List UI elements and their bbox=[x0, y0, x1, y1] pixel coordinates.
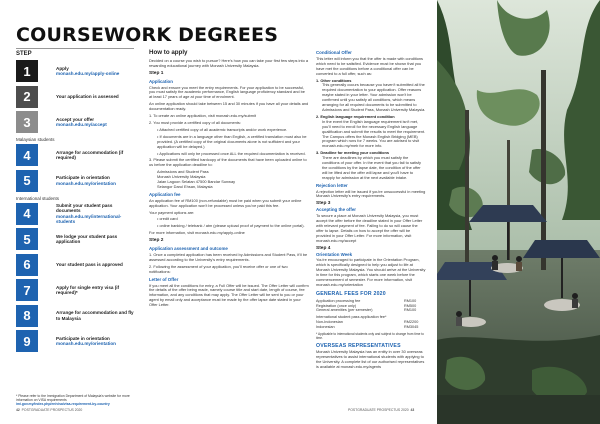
step-label: Arrange for accommodation (if required) bbox=[56, 149, 124, 160]
step-label: Participate in orientation bbox=[56, 335, 110, 341]
step-label: We lodge your student pass application bbox=[56, 233, 118, 244]
step-link[interactable]: monash.edu.my/accept bbox=[56, 122, 107, 127]
table-row: Application processing fee RM100 bbox=[316, 298, 417, 303]
malaysian-students-label: Malaysian students bbox=[16, 137, 55, 142]
step-4-malaysian bbox=[16, 144, 136, 166]
step-8-international bbox=[16, 305, 136, 327]
application-paragraph: An online application should take between 15 and 30 minutes if you have all your details and documentation ready. bbox=[149, 101, 309, 112]
condition-body: In the event the English language requirement isn't met, you'll need to enroll for the necessary English language qualification and submit the results to meet the requirement. The Campus offers the Monash English Bridging (MEB) program which runs for 7 weeks. You are advised to visit monash.edu.my/meb for more info. bbox=[322, 118, 426, 149]
application-paragraph: Check and ensure you meet the entry requirements. For your application to be successful, you must satisfy the academic performance, English language proficiency standard and be at least 17 years of age at your time of enrolment. bbox=[149, 84, 305, 100]
step-number: 2 bbox=[16, 86, 38, 108]
step-7-international bbox=[16, 279, 136, 301]
assessment-item: 1. Once a completed application has been received by Admissions and Student Pass, it'll be assessed according to the University's entry requirements. bbox=[149, 252, 308, 262]
footer-right bbox=[348, 408, 414, 412]
orientation-heading: Orientation Week bbox=[316, 251, 353, 257]
fee-paragraph: An application fee of RM100 (non-refundable) must be paid when you submit your online application. Your application won't be processed unless you've paid this fee. bbox=[149, 197, 302, 208]
step-6-international bbox=[16, 254, 136, 276]
application-list-item: 2. You must provide a certified copy of all documents: bbox=[149, 119, 241, 125]
step-link[interactable]: monash.edu.my/orientation bbox=[56, 180, 116, 186]
footer-left bbox=[16, 408, 82, 412]
application-fee-heading: Application fee bbox=[149, 191, 181, 197]
step-3 bbox=[16, 111, 136, 133]
visa-footnote bbox=[16, 394, 136, 407]
steps-column bbox=[16, 51, 136, 356]
rejection-paragraph: A rejection letter will be issued if you're unsuccessful in meeting Monash University's entry requirements. bbox=[316, 188, 426, 199]
application-list-item: 3. Please submit the certified hardcopy of the documents that have been uploaded online to us before the application deadline to: bbox=[149, 157, 307, 168]
how-to-apply-heading: How to apply bbox=[149, 49, 188, 56]
step-number: 7 bbox=[16, 279, 38, 301]
step-label: Apply bbox=[56, 65, 69, 71]
general-fees-heading: GENERAL FEES FOR 2020 bbox=[316, 290, 386, 297]
fee-paragraph: For more information, visit monash.edu.my/apply-online bbox=[149, 230, 245, 236]
step-number: 1 bbox=[16, 60, 38, 82]
conditional-offer-heading: Conditional Offer bbox=[316, 50, 352, 55]
step-header: STEP bbox=[16, 51, 32, 57]
table-row: General amenities (per semester) RM100 bbox=[316, 308, 417, 313]
table-row: Indonesian RM3045 bbox=[316, 324, 419, 329]
payment-option: • credit card bbox=[157, 216, 178, 222]
letter-of-offer-paragraph: If you meet all the conditions for entry, a Full Offer will be issued. The Offer Letter will confirm the details of the offer being made, namely course title and start date, length of course, fee information, and any conditions that may apply. The Offer Letter will be sent to you or your agent by email only and acceptance must be made by the offer lapse date stated in your Offer Letter. bbox=[149, 282, 309, 308]
footer-title: POSTGRADUATE PROSPECTUS 2020 bbox=[348, 408, 409, 412]
step-number: 4 bbox=[16, 203, 38, 225]
table-row: Non-Indonesian RM2200 bbox=[316, 319, 419, 324]
campus-photo-illustration bbox=[437, 0, 600, 424]
application-bullet: • Applications will only be processed once ALL the required documentation is received. bbox=[157, 150, 306, 156]
address-line: Admissions and Student Pass bbox=[157, 169, 209, 175]
step-label: Your student pass is approved bbox=[56, 261, 123, 267]
step-number: 5 bbox=[16, 170, 38, 192]
title-divider bbox=[16, 48, 134, 49]
step-label: Your application is assessed bbox=[56, 93, 119, 99]
table-row: Registration (once only) RM500 bbox=[316, 303, 417, 308]
international-students-label: International students bbox=[16, 195, 60, 201]
offer-and-fees-column bbox=[316, 51, 426, 372]
step-label: Apply for single entry visa (if required)* bbox=[56, 284, 120, 295]
address-line: Jalan Lagoon Selatan 47500 Bandar Sunway bbox=[157, 179, 236, 185]
accepting-offer-paragraph: To secure a place at Monash University Malaysia, you must accept the offer before the deadline stated in your Offer Letter with relevant payment of fee. Failing to do so will cause the offer to lapse. Details on how to accept the offer will be provided in your Offer Letter. For more information, visit monash.edu.my/accept bbox=[316, 213, 423, 243]
accepting-offer-heading: Accepting the offer bbox=[316, 207, 357, 213]
step-5-international bbox=[16, 228, 136, 250]
fees-footnote: * Applicable to international students only and subject to change from time to time. bbox=[316, 331, 424, 340]
step-label: Submit your student pass documents bbox=[56, 202, 113, 214]
step-label: Arrange for accommodation and fly to Malaysia bbox=[56, 310, 134, 321]
condition-heading: 2. English language requirement condition bbox=[316, 113, 395, 119]
step-number: 6 bbox=[16, 254, 38, 276]
step-link[interactable]: monash.edu.my/orientation bbox=[56, 341, 116, 346]
payment-option: • online banking / telebank / atm (please upload proof of payment to the online portal). bbox=[157, 223, 305, 229]
step-4-international bbox=[16, 203, 136, 225]
step-number: 8 bbox=[16, 305, 38, 327]
page-number: 42 bbox=[16, 408, 20, 412]
condition-body: This generally occurs because you haven't submitted all the required documentation to your application. Offer reasons maybe stated in your letter. Your admission won't be confirmed until you satisfy all conditions, which means arranging for all required documents to be submitted to Admissions and Student Pass, Monash University Malaysia. bbox=[322, 82, 426, 112]
address-line: Monash University Malaysia bbox=[157, 174, 206, 180]
forest-campus-photo bbox=[437, 0, 600, 424]
step-5-malaysian bbox=[16, 170, 136, 192]
footer-title: POSTGRADUATE PROSPECTUS 2020 bbox=[21, 408, 83, 412]
assessment-item: 2. Following the assessment of your application, you'll receive offer or one of two notifications: bbox=[149, 263, 288, 274]
assessment-heading: Application assessment and outcome bbox=[149, 246, 228, 252]
application-list-item: 1. To create an online application, visit monash.edu.my/submit bbox=[149, 113, 256, 119]
letter-of-offer-heading: Letter of Offer bbox=[149, 276, 179, 282]
step-label: Accept your offer bbox=[56, 116, 95, 122]
table-row: International student pass application fee* bbox=[316, 315, 387, 320]
conditional-offer-paragraph: This letter will inform you that the offer is made with conditions which need to be satisfied. Evidence must be shown that you have met the conditions before a conditional offer can be converted to a full offer, such as: bbox=[316, 55, 423, 76]
footnote-text: * Please refer to the Immigration Department of Malaysia's website for more information on VISA requirements bbox=[16, 394, 130, 403]
condition-body: There are deadlines by which you must satisfy the conditions of your offer. In the event that you fail to satisfy the conditions by the lapse date, the condition of the offer will be lifted and the offer will lapse and you'll have to reapply for admission at the next available intake. bbox=[322, 155, 421, 180]
application-heading: Application bbox=[149, 78, 173, 84]
rejection-heading: Rejection letter bbox=[316, 182, 348, 188]
step-link[interactable]: monash.edu.my/apply-online bbox=[56, 71, 120, 76]
step-label: Participate in orientation bbox=[56, 175, 110, 181]
step-1-heading: Step 1 bbox=[149, 70, 164, 76]
step-number: 4 bbox=[16, 144, 38, 166]
step-2 bbox=[16, 86, 136, 108]
step-link[interactable]: monash.edu.my/international-students bbox=[56, 213, 122, 224]
application-bullet: • Attached certified copy of all academic transcripts and/or work experience. bbox=[157, 126, 288, 132]
step-number: 9 bbox=[16, 330, 38, 352]
mailing-address bbox=[149, 170, 309, 190]
step-number: 5 bbox=[16, 228, 38, 250]
overseas-paragraph: Monash University Malaysia has an entity in over 30 overseas representatives to assist international students with applying to the University. A complete list of our authorised representatives is available at monash.edu.my/agents bbox=[316, 349, 425, 370]
step-3-heading: Step 3 bbox=[316, 201, 331, 207]
page-title: COURSEWORK DEGREES bbox=[16, 24, 279, 46]
step-4-heading: Step 4 bbox=[316, 245, 331, 251]
how-to-apply-column bbox=[149, 51, 309, 310]
condition-heading: 3. Deadline for meeting your conditions bbox=[316, 150, 390, 156]
fee-paragraph: Your payment options are: bbox=[149, 209, 195, 215]
step-number: 3 bbox=[16, 111, 38, 133]
overseas-representatives-heading: OVERSEAS REPRESENTATIVES bbox=[316, 342, 401, 349]
condition-heading: 1. Other conditions bbox=[316, 77, 352, 83]
application-bullet: • If documents are in a language other than English, a certified translation must also be provided. (A certified copy of the original documents alone is not sufficient and your application will be delayed.) bbox=[157, 133, 307, 149]
page-number: 43 bbox=[410, 408, 415, 412]
step-2-heading: Step 2 bbox=[149, 238, 164, 244]
orientation-paragraph: You're encouraged to participate in the Orientation Program, which is specifically designed to help you adjust to life at Monash University Malaysia. You should arrive at the University in time for this program, which starts one week before the commencement of semester. For more information, visit monash.edu.my/orientation bbox=[316, 257, 426, 287]
address-line: Selangor Darul Ehsan, Malaysia bbox=[157, 183, 213, 189]
step-1 bbox=[16, 60, 136, 82]
step-9-international bbox=[16, 330, 136, 352]
intro-text: Decided on a course you wish to pursue? Here's how you can take your first few steps into a rewarding educational journey with Monash University Malaysia. bbox=[149, 57, 309, 68]
general-fees-table bbox=[316, 299, 426, 330]
footnote-link[interactable]: imi.gov.my/index.php/en/visa/visa-requirement-by-country bbox=[16, 402, 110, 407]
